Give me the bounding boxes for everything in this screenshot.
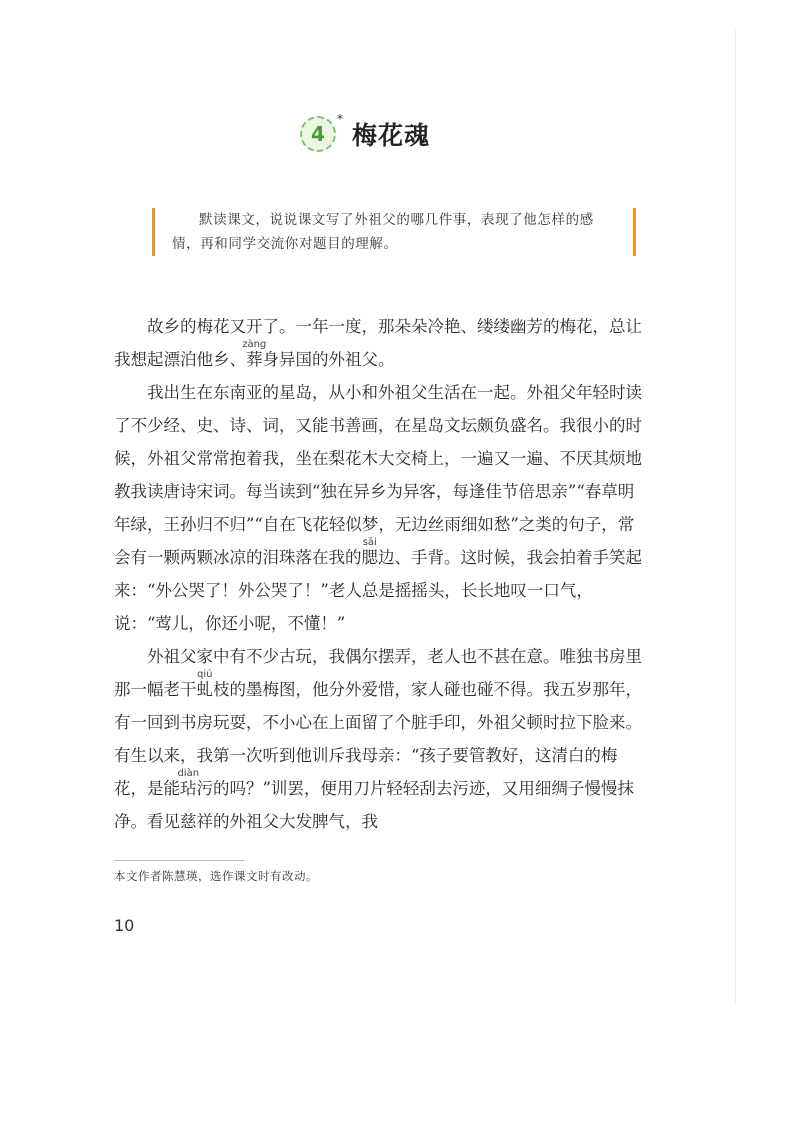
reading-guide-box — [152, 208, 636, 256]
ruby-char: 虬 — [196, 680, 213, 699]
guide-bar-left — [152, 208, 155, 256]
ruby-char: 葬 — [242, 350, 267, 369]
article-body — [114, 310, 642, 838]
paragraph-1-text-a: 故乡的梅花又开了。一年一度，那朵朵冷艳、缕缕幽芳的梅花，总让我想起漂泊他乡、 — [114, 317, 642, 369]
lesson-number-badge — [300, 112, 343, 152]
paragraph-3-text-c: 污的吗？”训罢，便用刀片轻轻刮去污迹，又用细绸子慢慢抹净。看见慈祥的外祖父大发脾气，我 — [114, 779, 634, 831]
pinyin-annotation-sai — [361, 537, 379, 567]
lesson-title: 梅花魂 — [352, 121, 431, 150]
ruby-char: 腮 — [361, 548, 378, 567]
lesson-header — [300, 112, 430, 156]
ruby-pinyin: sāi — [361, 537, 378, 548]
paragraph-3-text-a: 外祖父家中有不少古玩，我偶尔摆弄，老人也不甚在意。唯独书房里那一幅老干 — [114, 647, 642, 699]
ruby-pinyin: qiú — [196, 669, 213, 680]
guide-bar-right — [633, 208, 636, 256]
pinyin-annotation-zang — [242, 339, 267, 369]
pinyin-annotation-dian — [177, 768, 200, 798]
page-edge-divider — [735, 30, 736, 1005]
paragraph-3 — [114, 640, 642, 838]
paragraph-2-text-b: 边、手背。这时候，我会拍着手笑起来：“外公哭了！外公哭了！”老人总是摇摇头，长长地叹一口气，说：“莺儿，你还小呢，不懂！” — [114, 548, 642, 633]
ruby-char: 玷 — [177, 779, 200, 798]
page-number: 10 — [114, 916, 135, 935]
paragraph-2 — [114, 376, 642, 640]
paragraph-3-text-b: 枝的墨梅图，他分外爱惜，家人碰也碰不得。我五岁那年，有一回到书房玩耍，不小心在上面留了个脏手印，外祖父顿时拉下脸来。有生以来，我第一次听到他训斥我母亲：“孩子要管教好，这清白的梅花，是能 — [114, 680, 642, 798]
paragraph-1 — [114, 310, 642, 376]
reading-guide-text: 默读课文，说说课文写了外祖父的哪几件事，表现了他怎样的感情，再和同学交流你对题目的理解。 — [172, 212, 594, 252]
self-study-marker: * — [337, 112, 343, 126]
ruby-pinyin: diàn — [177, 768, 200, 779]
footnote: 本文作者陈慧瑛，选作课文时有改动。 — [114, 869, 318, 883]
paragraph-1-text-b: 身异国的外祖父。 — [262, 350, 395, 369]
footnote-divider — [114, 860, 244, 861]
lesson-number: 4 — [311, 122, 325, 146]
ruby-pinyin: zàng — [242, 339, 267, 350]
paragraph-2-text-a: 我出生在东南亚的星岛，从小和外祖父生活在一起。外祖父年轻时读了不少经、史、诗、词，又能书善画，在星岛文坛颇负盛名。我很小的时候，外祖父常常抱着我，坐在梨花木大交椅上，一遍又一遍、不厌其烦地教我读唐诗宋词。每当读到“独在异乡为异客，每逢佳节倍思亲”“春草明年绿，王孙归不归”“自在飞花轻似梦，无边丝雨细如愁”之类的句子，常会有一颗两颗冰凉的泪珠落在我的 — [114, 383, 642, 567]
pinyin-annotation-qiu — [196, 669, 214, 699]
